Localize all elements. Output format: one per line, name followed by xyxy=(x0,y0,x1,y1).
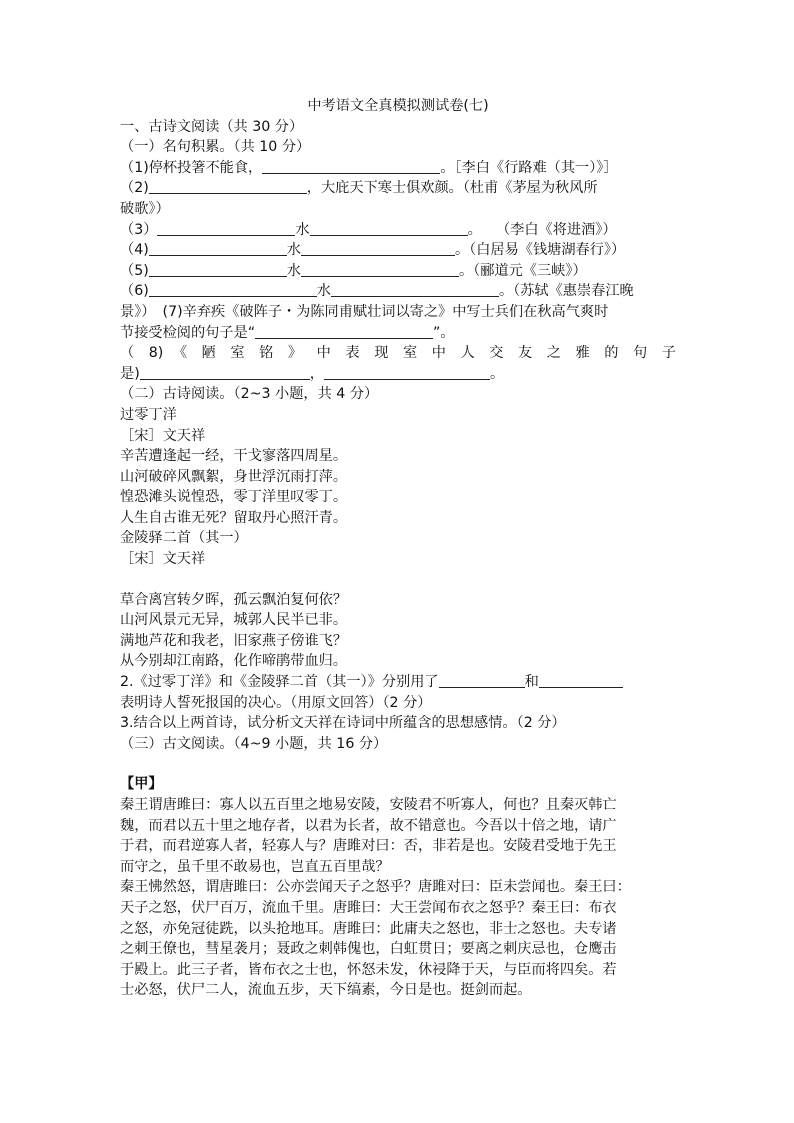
q5-suffix: 。（郦道元《三峡》） xyxy=(458,262,587,279)
poem1-line: 人生自古谁无死？留取丹心照汗青。 xyxy=(120,509,348,526)
question-2-poem xyxy=(120,672,676,693)
question-1 xyxy=(120,158,676,179)
answer-blank[interactable] xyxy=(140,364,310,380)
q7-prefix: 节接受检阅的句子是“ xyxy=(120,324,256,341)
q3-mid: 水 xyxy=(295,221,310,238)
q4-prefix: （4) xyxy=(120,242,149,259)
poem1-line: 惶恐滩头说惶恐，零丁洋里叹零丁。 xyxy=(120,489,348,506)
passage-line: 秦王谓唐雎曰：寡人以五百里之地易安陵，安陵君不听寡人，何也？且秦灭韩亡 xyxy=(120,797,617,813)
q6-mid: 水 xyxy=(316,283,331,300)
q8-mid: ， xyxy=(309,365,324,382)
passage-line: 之刺王僚也，彗星袭月；聂政之刺韩傀也，白虹贯日；要离之刺庆忌也，仓鹰击 xyxy=(120,941,617,958)
question-2 xyxy=(120,178,676,199)
passage-line: 于君，而君逆寡人者，轻寡人与？唐雎对曰：否，非若是也。安陵君受地于先王 xyxy=(120,838,617,855)
poem1-author: ［宋］文天祥 xyxy=(120,427,206,444)
q8-suffix: 。 xyxy=(489,365,505,382)
part1-heading: （一）名句积累。（共 10 分） xyxy=(120,139,311,156)
section-heading: 一、古诗文阅读（共 30 分） xyxy=(120,118,304,135)
answer-blank[interactable] xyxy=(301,261,459,277)
poem2-line: 满地芦花和我老，旧家燕子傍谁飞？ xyxy=(120,632,348,649)
question-6 xyxy=(120,281,676,302)
poem1-title: 过零丁洋 xyxy=(120,406,177,423)
answer-blank[interactable] xyxy=(301,240,455,256)
part3-heading: （三）古文阅读。（4~9 小题，共 16 分） xyxy=(120,735,388,752)
question-4 xyxy=(120,240,676,261)
q5-mid: 水 xyxy=(286,262,301,279)
question-2-poem-cont: 表明诗人誓死报国的决心。（用原文回答）（2 分） xyxy=(120,694,432,711)
poem2-author: ［宋］文天祥 xyxy=(120,551,206,568)
passage-label-jia: 【甲】 xyxy=(120,776,163,793)
answer-blank[interactable] xyxy=(157,220,295,236)
q6-prefix: （6) xyxy=(120,283,149,300)
q4-suffix: 。（白居易《钱塘湖春行》） xyxy=(454,242,626,259)
q3-prefix: （3） xyxy=(120,221,158,238)
passage-line: 而守之，虽千里不敢易也，岂直五百里哉？ xyxy=(120,858,390,875)
q3-suffix: 。 （李白《将进酒》） xyxy=(467,221,617,238)
q5-prefix: （5) xyxy=(120,262,149,279)
passage-line: 士必怒，伏尸二人，流血五步，天下缟素，今日是也。挺剑而起。 xyxy=(120,982,532,999)
question-2-cont: 破歌》） xyxy=(120,200,170,217)
passage-line: 于殿上。此三子者，皆布衣之士也，怀怒未发，休祲降于天，与臣而将四矣。若 xyxy=(120,961,617,978)
passage-line: 魏，而君以五十里之地存者，以君为长者，故不错意也。今吾以十倍之地，请广 xyxy=(120,817,617,834)
passage-line: 之怒，亦免冠徒跣，以头抢地耳。唐雎曰：此庸夫之怒也，非士之怒也。夫专诸 xyxy=(120,920,617,937)
poem2-title: 金陵驿二首（其一） xyxy=(120,530,248,547)
q4-mid: 水 xyxy=(286,242,301,259)
answer-blank[interactable] xyxy=(439,672,525,688)
q2p-mid: 和 xyxy=(524,674,539,691)
spacer xyxy=(120,570,676,590)
poem2-line: 草合离宫转夕晖，孤云飘泊复何依？ xyxy=(120,591,348,608)
q8-prefix: 是) xyxy=(120,365,140,382)
passage-line: 天子之怒，伏尸百万，流血千里。唐雎曰：大王尝闻布衣之怒乎？秦王曰：布衣 xyxy=(120,899,617,916)
question-3-poem: 3.结合以上两首诗，试分析文天祥在诗词中所蕴含的思想感情。（2 分） xyxy=(120,715,566,732)
part2-heading: （二）古诗阅读。（2~3 小题，共 4 分） xyxy=(120,386,379,403)
question-7-cont xyxy=(120,323,676,344)
answer-blank[interactable] xyxy=(149,178,307,194)
q1-suffix: 。［李白《行路难（其一）》］ xyxy=(440,159,618,176)
answer-blank[interactable] xyxy=(262,158,440,174)
spacer xyxy=(120,754,676,774)
poem1-line: 辛苦遭逢起一经，干戈寥落四周星。 xyxy=(120,448,348,465)
poem2-line: 山河风景元无异，城郭人民半已非。 xyxy=(120,612,348,629)
question-8-cont xyxy=(120,364,676,385)
q6-suffix: 。（苏轼《惠崇春江晚 xyxy=(498,283,634,300)
question-3 xyxy=(120,220,676,241)
answer-blank[interactable] xyxy=(149,240,287,256)
answer-blank[interactable] xyxy=(539,672,623,688)
answer-blank[interactable] xyxy=(310,220,468,236)
poem1-line: 山河破碎风飘絮，身世浮沉雨打萍。 xyxy=(120,468,348,485)
poem2-line: 从今别却江南路，化作啼鹃带血归。 xyxy=(120,653,348,670)
page-title: 中考语文全真模拟测试卷(七) xyxy=(307,98,489,114)
q2p-prefix: 2.《过零丁洋》和《金陵驿二首（其一）》分别用了 xyxy=(120,674,439,691)
answer-blank[interactable] xyxy=(324,364,490,380)
answer-blank[interactable] xyxy=(255,323,433,339)
question-8: （ 8) 《 陋 室 铭 》 中 表 现 室 中 人 交 友 之 雅 的 句 子 xyxy=(120,345,676,362)
question-6-7-cont: 景》） (7)辛弃疾《破阵子・为陈同甫赋壮词以寄之》中写士兵们在秋高气爽时 xyxy=(120,303,609,320)
q1-prefix: （1)停杯投箸不能食， xyxy=(120,159,263,176)
answer-blank[interactable] xyxy=(331,281,499,297)
answer-blank[interactable] xyxy=(149,261,287,277)
answer-blank[interactable] xyxy=(149,281,317,297)
passage-line: 秦王怫然怒，谓唐雎曰：公亦尝闻天子之怒乎？唐雎对曰：臣未尝闻也。秦王曰： xyxy=(120,879,631,896)
question-5 xyxy=(120,261,676,282)
q2-suffix: ，大庇天下寒士俱欢颜。（杜甫《茅屋为秋风所 xyxy=(306,180,598,197)
q2-prefix: （2) xyxy=(120,180,149,197)
q7-suffix: ”。 xyxy=(433,324,455,341)
exam-page xyxy=(120,96,676,1001)
